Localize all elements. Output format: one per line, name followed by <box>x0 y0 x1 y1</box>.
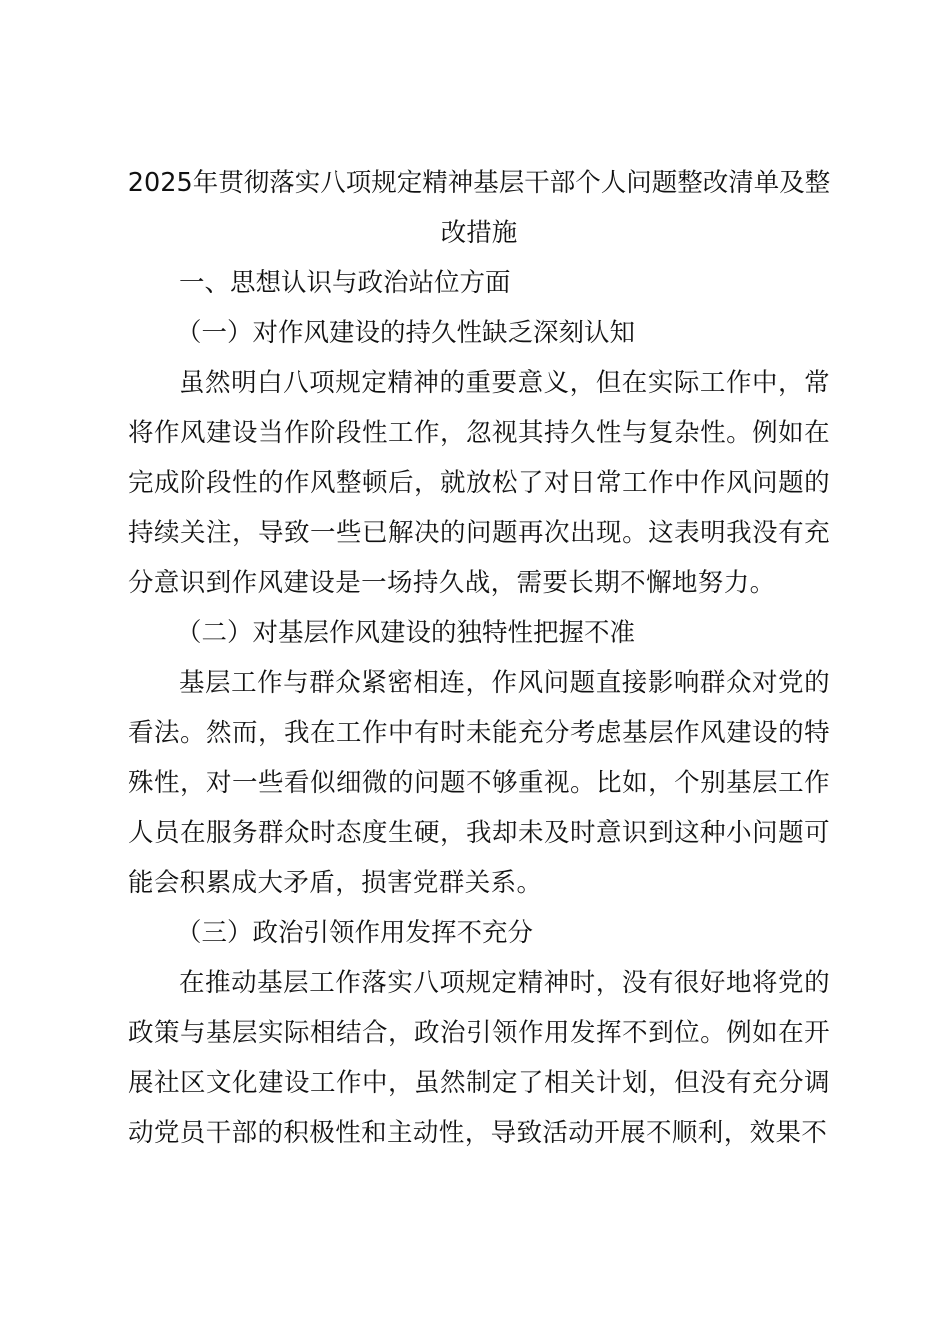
document-title: 2025年贯彻落实八项规定精神基层干部个人问题整改清单及整改措施 <box>127 168 831 248</box>
paragraph-3: 在推动基层工作落实八项规定精神时，没有很好地将党的政策与基层实际相结合，政治引领作用发挥不到位。例如在开展社区文化建设工作中，虽然制定了相关计划，但没有充分调动党员干部的积极性和主动性，导致活动开展不顺利，效果不 <box>128 968 830 1148</box>
subsection-heading-1: （一）对作风建设的持久性缺乏深刻认知 <box>176 318 636 348</box>
subsection-heading-3: （三）政治引领作用发挥不充分 <box>176 918 534 948</box>
paragraph-2: 基层工作与群众紧密相连，作风问题直接影响群众对党的看法。然而，我在工作中有时未能充分考虑基层作风建设的特殊性，对一些看似细微的问题不够重视。比如，个别基层工作人员在服务群众时态度生硬，我却未及时意识到这种小问题可能会积累成大矛盾，损害党群关系。 <box>128 668 830 898</box>
subsection-heading-2: （二）对基层作风建设的独特性把握不准 <box>176 618 636 648</box>
paragraph-1: 虽然明白八项规定精神的重要意义，但在实际工作中，常将作风建设当作阶段性工作，忽视其持久性与复杂性。例如在完成阶段性的作风整顿后，就放松了对日常工作中作风问题的持续关注，导致一些已解决的问题再次出现。这表明我没有充分意识到作风建设是一场持久战，需要长期不懈地努力。 <box>128 368 830 598</box>
section-heading: 一、思想认识与政治站位方面 <box>179 268 511 298</box>
document-content <box>128 158 830 1158</box>
